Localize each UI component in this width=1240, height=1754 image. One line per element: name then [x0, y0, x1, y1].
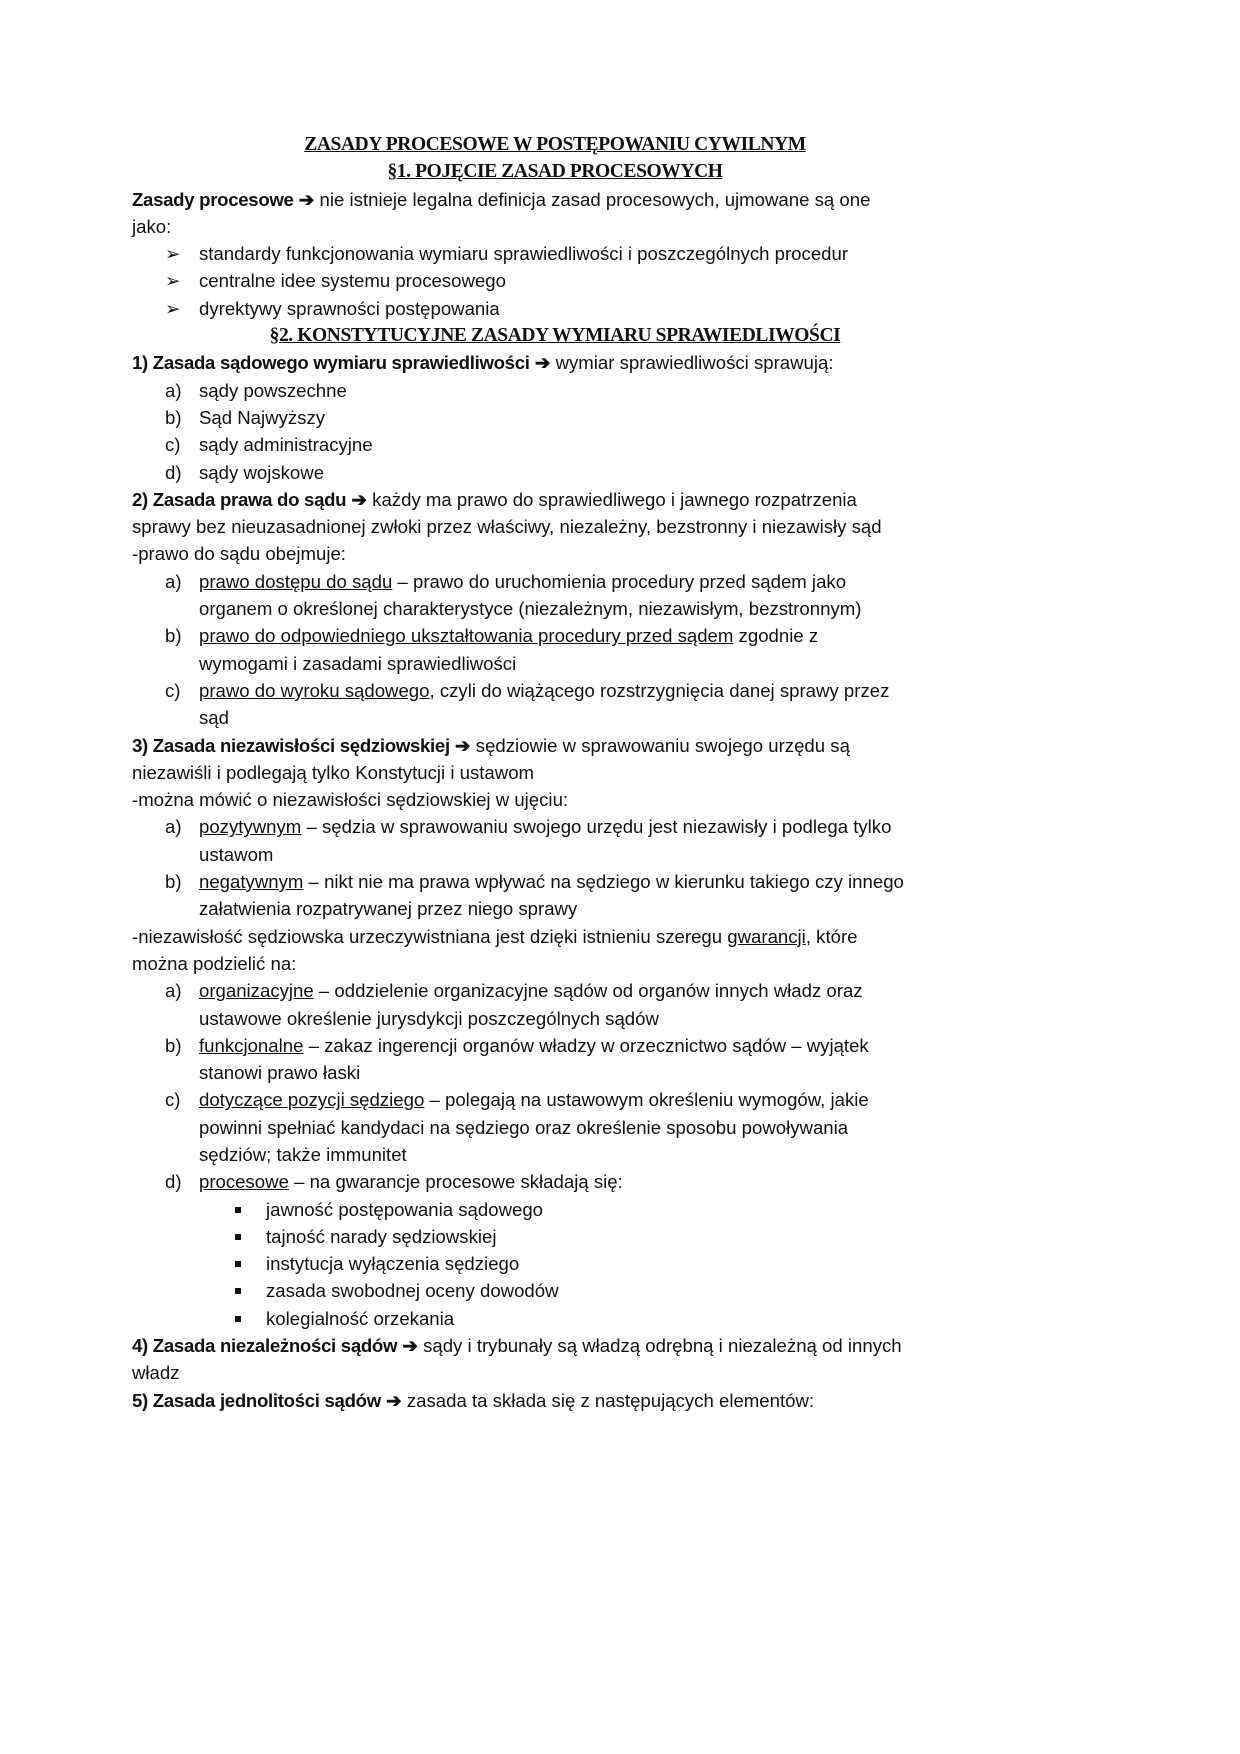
underlined-term: pozytywnym: [199, 816, 302, 838]
definition-line: [0, 186, 1240, 213]
text-line: sprawy bez nieuzasadnionej zwłoki przez właściwy, niezależny, bezstronny i niezawisły sąd: [132, 516, 882, 538]
text-line: władz: [132, 1362, 180, 1384]
arrow-icon: ➔: [351, 488, 367, 510]
term: Zasady procesowe: [132, 188, 294, 210]
principle-3: [0, 732, 1240, 759]
sub-list-item: [0, 1196, 1240, 1223]
item-text: dyrektywy sprawności postępowania: [199, 297, 500, 319]
list-item: [0, 977, 1240, 1004]
arrow-icon: ➔: [298, 188, 315, 210]
item-text: Sąd Najwyższy: [199, 406, 326, 428]
term: 5) Zasada jednolitości sądów: [132, 1389, 381, 1411]
text-line: -można mówić o niezawisłości sędziowskiej w ujęciu:: [132, 789, 569, 811]
principle-4: [0, 1332, 1240, 1359]
list-item: [0, 568, 1240, 595]
item-text: centralne idee systemu procesowego: [199, 270, 506, 292]
text-line: jako:: [132, 215, 172, 237]
item-text: kolegialność orzekania: [266, 1307, 455, 1329]
text-line: powinni spełniać kandydaci na sędziego oraz określenie sposobu powoływania: [199, 1116, 849, 1138]
list-item: [0, 1168, 1240, 1195]
section-1-heading: §1. POJĘCIE ZASAD PROCESOWYCH: [387, 161, 723, 183]
marker: a): [165, 980, 182, 1002]
text-line: -prawo do sądu obejmuje:: [132, 543, 346, 565]
marker: c): [165, 1089, 181, 1111]
item-text: – oddzielenie organizacyjne sądów od organów innych władz oraz: [313, 980, 863, 1002]
arrow-icon: ➔: [386, 1389, 402, 1411]
item-text: zasada swobodnej oceny dowodów: [266, 1280, 559, 1302]
underlined-term: prawo do wyroku sądowego: [199, 679, 430, 701]
item-text: instytucja wyłączenia sędziego: [266, 1253, 520, 1275]
text-line: ustawowe określenie jurysdykcji poszczególnych sądów: [199, 1007, 659, 1029]
section-2-heading: §2. KONSTYTUCYJNE ZASADY WYMIARU SPRAWIEDLIWOŚCI: [269, 325, 841, 347]
item-text: jawność postępowania sądowego: [266, 1198, 544, 1220]
marker: d): [165, 1171, 182, 1193]
square-bullet-icon: [235, 1288, 241, 1294]
arrow-icon: ➔: [402, 1335, 418, 1357]
square-bullet-icon: [235, 1234, 241, 1240]
marker: c): [165, 679, 181, 701]
marker: a): [165, 570, 182, 592]
text: , które: [805, 925, 858, 947]
principle-2: [0, 486, 1240, 513]
underlined-term: prawo dostępu do sądu: [199, 570, 393, 592]
underlined-term: procesowe: [199, 1171, 289, 1193]
square-bullet-icon: [235, 1207, 241, 1213]
item-text: sądy powszechne: [199, 379, 347, 401]
text: zasada ta składa się z następujących elementów:: [406, 1389, 815, 1411]
marker: d): [165, 461, 182, 483]
text: wymiar sprawiedliwości sprawują:: [555, 352, 834, 374]
underlined-term: funkcjonalne: [199, 1034, 304, 1056]
sub-list-item: [0, 1305, 1240, 1332]
square-bullet-icon: [235, 1316, 241, 1322]
item-text: – sędzia w sprawowaniu swojego urzędu jest niezawisły i podlega tylko: [301, 816, 892, 838]
arrow-icon: ➔: [455, 734, 471, 756]
text-line: niezawiśli i podlegają tylko Konstytucji i ustawom: [132, 761, 535, 783]
document-title: ZASADY PROCESOWE W POSTĘPOWANIU CYWILNYM: [304, 134, 806, 155]
marker: b): [165, 406, 182, 428]
underlined-term: dotyczące pozycji sędziego: [199, 1089, 425, 1111]
item-text: zgodnie z: [733, 625, 819, 647]
list-item: [0, 1032, 1240, 1059]
underlined-term: gwarancji: [727, 925, 806, 947]
item-text: – nikt nie ma prawa wpływać na sędziego w kierunku takiego czy innego: [303, 871, 904, 893]
text-line: załatwienia rozpatrywanej przez niego sprawy: [199, 898, 578, 920]
list-item: [0, 404, 1240, 431]
text-line: można podzielić na:: [132, 952, 297, 974]
item-text: , czyli do wiążącego rozstrzygnięcia danej sprawy przez: [429, 679, 890, 701]
principle-1: [0, 349, 1240, 376]
item-text: tajność narady sędziowskiej: [266, 1225, 497, 1247]
item-text: sądy administracyjne: [199, 434, 373, 456]
text-line: ustawom: [199, 843, 274, 865]
underlined-term: negatywnym: [199, 871, 304, 893]
list-item: [0, 431, 1240, 458]
text: sądy i trybunały są władzą odrębną i niezależną od innych: [423, 1335, 902, 1357]
item-text: sądy wojskowe: [199, 461, 325, 483]
list-item: [0, 868, 1240, 895]
item-text: – prawo do uruchomienia procedury przed sądem jako: [392, 570, 847, 592]
term: 4) Zasada niezależności sądów: [132, 1335, 398, 1357]
text-line: [0, 923, 1240, 950]
list-item: [0, 267, 1240, 294]
term: 1) Zasada sądowego wymiaru sprawiedliwości: [132, 352, 530, 374]
text-line: organem o określonej charakterystyce (niezależnym, niezawisłym, bezstronnym): [199, 598, 862, 620]
text-line: sąd: [199, 707, 229, 729]
arrowhead-bullet-icon: ➢: [165, 270, 181, 292]
sub-list-item: [0, 1250, 1240, 1277]
underlined-term: organizacyjne: [199, 980, 314, 1002]
arrowhead-bullet-icon: ➢: [165, 297, 181, 319]
marker: b): [165, 625, 182, 647]
marker: a): [165, 816, 182, 838]
text: nie istnieje legalna definicja zasad procesowych, ujmowane są one: [319, 188, 871, 210]
text-line: sędziów; także immunitet: [199, 1143, 407, 1165]
text-line: stanowi prawo łaski: [199, 1062, 361, 1084]
list-item: [0, 813, 1240, 840]
arrowhead-bullet-icon: ➢: [165, 243, 181, 265]
arrow-icon: ➔: [534, 352, 551, 374]
marker: a): [165, 379, 182, 401]
list-item: [0, 677, 1240, 704]
list-item: [0, 622, 1240, 649]
sub-list-item: [0, 1223, 1240, 1250]
item-text: – zakaz ingerencji organów władzy w orzecznictwo sądów – wyjątek: [303, 1034, 869, 1056]
text: każdy ma prawo do sprawiedliwego i jawnego rozpatrzenia: [372, 488, 857, 510]
principle-5: [0, 1387, 1240, 1414]
term: 3) Zasada niezawisłości sędziowskiej: [132, 734, 450, 756]
list-item: [0, 240, 1240, 267]
text: -niezawisłość sędziowska urzeczywistniana jest dzięki istnieniu szeregu: [132, 925, 728, 947]
marker: c): [165, 434, 181, 456]
text-line: wymogami i zasadami sprawiedliwości: [199, 652, 517, 674]
marker: b): [165, 1034, 182, 1056]
underlined-term: prawo do odpowiedniego ukształtowania procedury przed sądem: [199, 625, 734, 647]
item-text: – na gwarancje procesowe składają się:: [288, 1171, 623, 1193]
list-item: [0, 377, 1240, 404]
sub-list-item: [0, 1277, 1240, 1304]
item-text: standardy funkcjonowania wymiaru sprawiedliwości i poszczególnych procedur: [199, 243, 849, 265]
list-item: [0, 295, 1240, 322]
list-item: [0, 1086, 1240, 1113]
marker: b): [165, 871, 182, 893]
list-item: [0, 459, 1240, 486]
item-text: – polegają na ustawowym określeniu wymogów, jakie: [424, 1089, 869, 1111]
text: sędziowie w sprawowaniu swojego urzędu są: [475, 734, 850, 756]
document-page: [0, 131, 1240, 1414]
term: 2) Zasada prawa do sądu: [132, 488, 347, 510]
square-bullet-icon: [235, 1261, 241, 1267]
